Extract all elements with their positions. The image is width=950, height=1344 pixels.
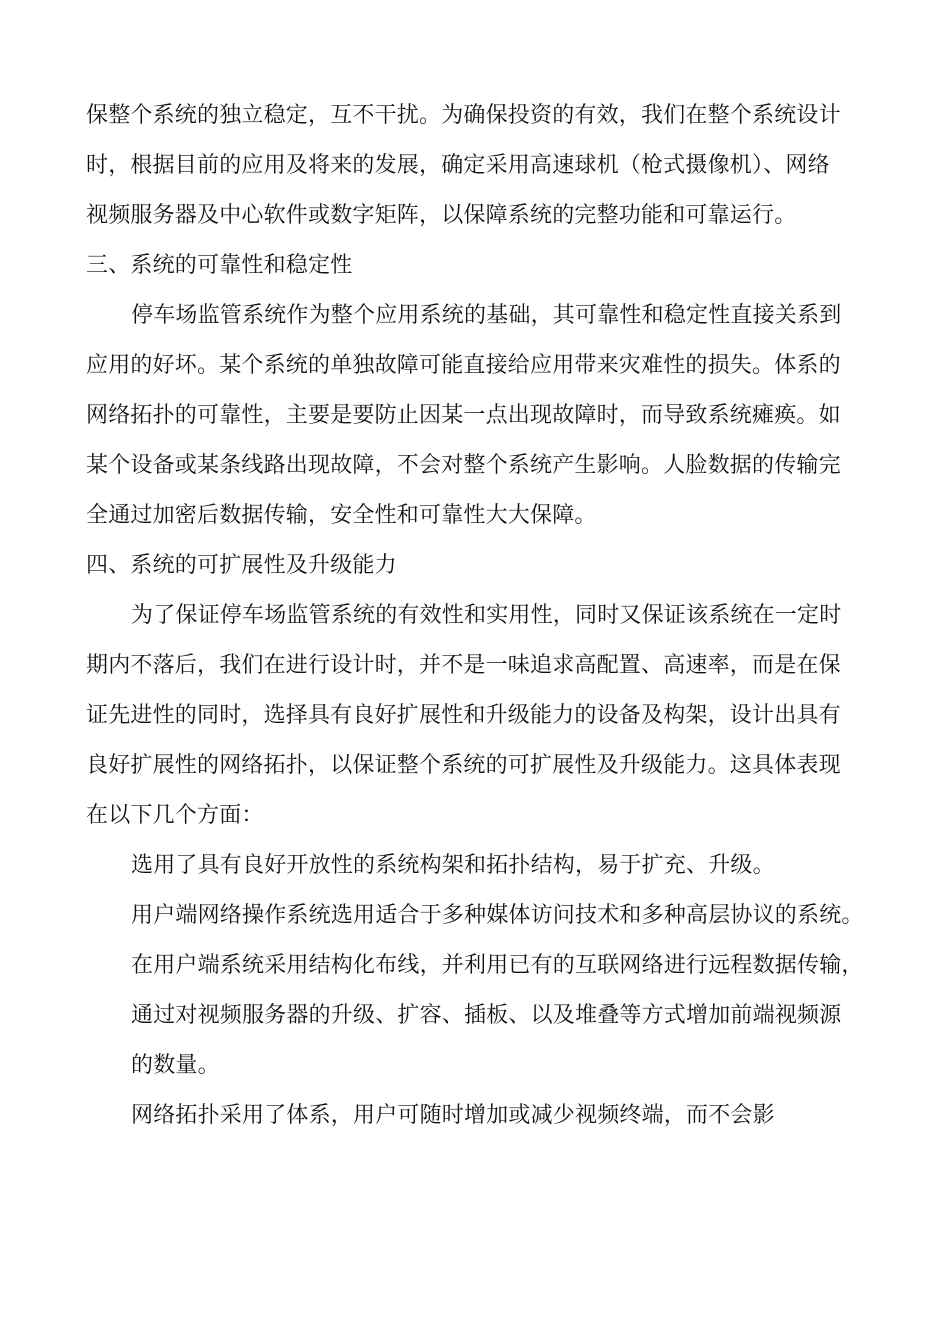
- list-item: 用户端网络操作系统选用适合于多种媒体访问技术和多种高层协议的系统。: [131, 903, 864, 928]
- list-item: 网络拓扑采用了体系，用户可随时增加或减少视频终端，而不会影: [131, 1103, 775, 1128]
- paragraph-line: 视频服务器及中心软件或数字矩阵，以保障系统的完整功能和可靠运行。: [86, 203, 797, 228]
- paragraph-line: 时，根据目前的应用及将来的发展，确定采用高速球机（枪式摄像机）、网络: [86, 153, 830, 178]
- section-heading: 四、系统的可扩展性及升级能力: [86, 553, 397, 578]
- paragraph-line: 在以下几个方面：: [86, 803, 264, 828]
- paragraph-line: 保整个系统的独立稳定，互不干扰。为确保投资的有效，我们在整个系统设计: [86, 103, 841, 128]
- list-item-continuation: 的数量。: [131, 1053, 220, 1078]
- paragraph-line: 全通过加密后数据传输，安全性和可靠性大大保障。: [86, 503, 597, 528]
- list-item: 在用户端系统采用结构化布线，并利用已有的互联网络进行远程数据传输，: [131, 953, 864, 978]
- paragraph-line: 期内不落后，我们在进行设计时，并不是一味追求高配置、高速率，而是在保: [86, 653, 841, 678]
- paragraph-line: 证先进性的同时，选择具有良好扩展性和升级能力的设备及构架，设计出具有: [86, 703, 841, 728]
- paragraph-line: 网络拓扑的可靠性，主要是要防止因某一点出现故障时，而导致系统瘫痪。如: [86, 403, 841, 428]
- paragraph-line: 应用的好坏。某个系统的单独故障可能直接给应用带来灾难性的损失。体系的: [86, 353, 841, 378]
- paragraph-line: 停车场监管系统作为整个应用系统的基础，其可靠性和稳定性直接关系到: [131, 303, 842, 328]
- paragraph-line: 为了保证停车场监管系统的有效性和实用性，同时又保证该系统在一定时: [131, 603, 842, 628]
- paragraph-line: 良好扩展性的网络拓扑，以保证整个系统的可扩展性及升级能力。这具体表现: [86, 753, 841, 778]
- paragraph-line: 某个设备或某条线路出现故障，不会对整个系统产生影响。人脸数据的传输完: [86, 453, 841, 478]
- section-heading: 三、系统的可靠性和稳定性: [86, 253, 353, 278]
- list-item-continuation: 通过对视频服务器的升级、扩容、插板、以及堆叠等方式增加前端视频源: [131, 1003, 842, 1028]
- list-item: 选用了具有良好开放性的系统构架和拓扑结构，易于扩充、升级。: [131, 853, 775, 878]
